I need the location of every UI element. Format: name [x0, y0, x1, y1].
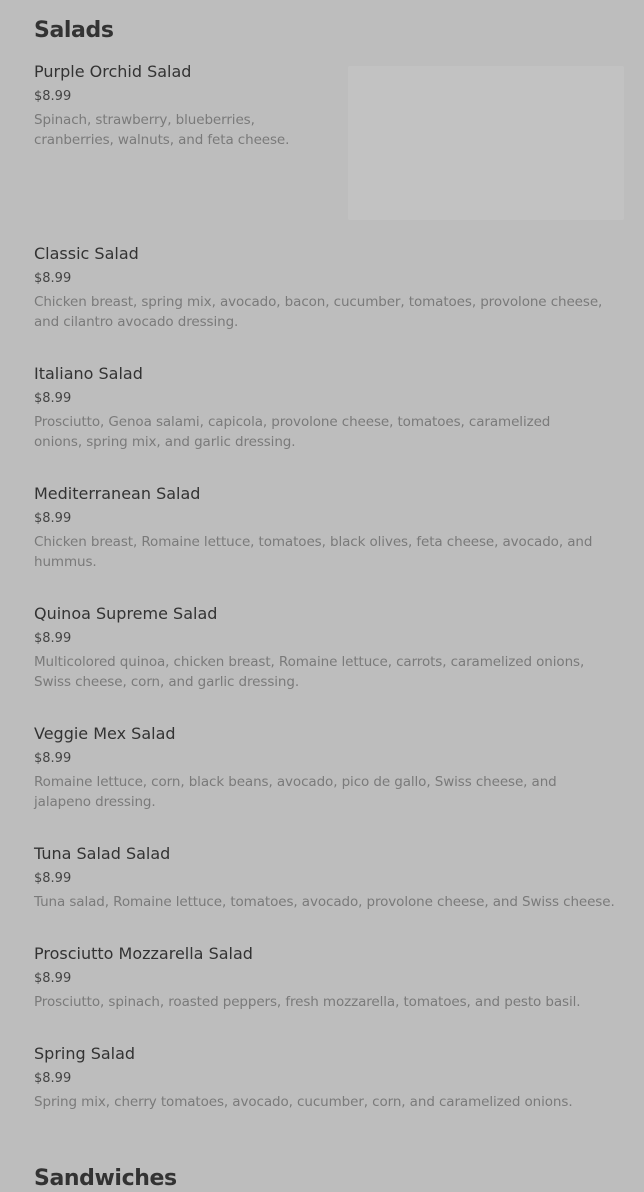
item-price: $8.99 — [34, 971, 72, 986]
item-description: Tuna salad, Romaine lettuce, tomatoes, avocado, provolone cheese, and Swiss cheese. — [34, 894, 615, 910]
menu-item-prosciutto-mozzarella-salad[interactable] — [34, 944, 624, 1012]
item-description: Multicolored quinoa, chicken breast, Romaine lettuce, carrots, caramelized onions, Swiss cheese, corn, and garlic dressing. — [34, 654, 585, 690]
menu-item-italiano-salad[interactable] — [34, 364, 594, 452]
item-name: Italiano Salad — [34, 364, 143, 383]
item-description: Romaine lettuce, corn, black beans, avocado, pico de gallo, Swiss cheese, and jalapeno dressing. — [34, 774, 557, 810]
item-price: $8.99 — [34, 1071, 72, 1086]
item-description: Chicken breast, Romaine lettuce, tomatoes, black olives, feta cheese, avocado, and hummus. — [34, 534, 593, 570]
item-price: $8.99 — [34, 271, 72, 286]
menu-item-tuna-salad-salad[interactable] — [34, 844, 624, 912]
menu-item-spring-salad[interactable] — [34, 1044, 624, 1112]
item-description: Spring mix, cherry tomatoes, avocado, cucumber, corn, and caramelized onions. — [34, 1094, 573, 1110]
item-price: $8.99 — [34, 751, 72, 766]
item-name: Spring Salad — [34, 1044, 136, 1063]
item-price: $8.99 — [34, 391, 72, 406]
menu-item-classic-salad[interactable] — [34, 244, 614, 332]
item-description: Chicken breast, spring mix, avocado, bacon, cucumber, tomatoes, provolone cheese, and cilantro avocado dressing. — [34, 294, 603, 330]
item-price: $8.99 — [34, 511, 72, 526]
item-name: Tuna Salad Salad — [34, 844, 171, 863]
item-name: Veggie Mex Salad — [34, 724, 176, 743]
menu-item-quinoa-supreme-salad[interactable] — [34, 604, 619, 692]
menu-item-purple-orchid-salad[interactable] — [34, 62, 326, 150]
item-description: Prosciutto, spinach, roasted peppers, fresh mozzarella, tomatoes, and pesto basil. — [34, 994, 581, 1010]
item-name: Mediterranean Salad — [34, 484, 201, 503]
item-name: Prosciutto Mozzarella Salad — [34, 944, 253, 963]
menu-item-mediterranean-salad[interactable] — [34, 484, 594, 572]
item-price: $8.99 — [34, 631, 72, 646]
item-description: Spinach, strawberry, blueberries, cranberries, walnuts, and feta cheese. — [34, 112, 290, 148]
purple-orchid-salad-image[interactable] — [348, 66, 624, 220]
item-description: Prosciutto, Genoa salami, capicola, provolone cheese, tomatoes, caramelized onions, spring mix, and garlic dressing. — [34, 414, 551, 450]
item-price: $8.99 — [34, 89, 72, 104]
next-section-title: Sandwiches — [34, 1166, 177, 1191]
item-name: Classic Salad — [34, 244, 139, 263]
item-price: $8.99 — [34, 871, 72, 886]
item-name: Purple Orchid Salad — [34, 62, 192, 81]
item-name: Quinoa Supreme Salad — [34, 604, 218, 623]
menu-item-veggie-mex-salad[interactable] — [34, 724, 609, 812]
section-title: Salads — [34, 18, 114, 43]
